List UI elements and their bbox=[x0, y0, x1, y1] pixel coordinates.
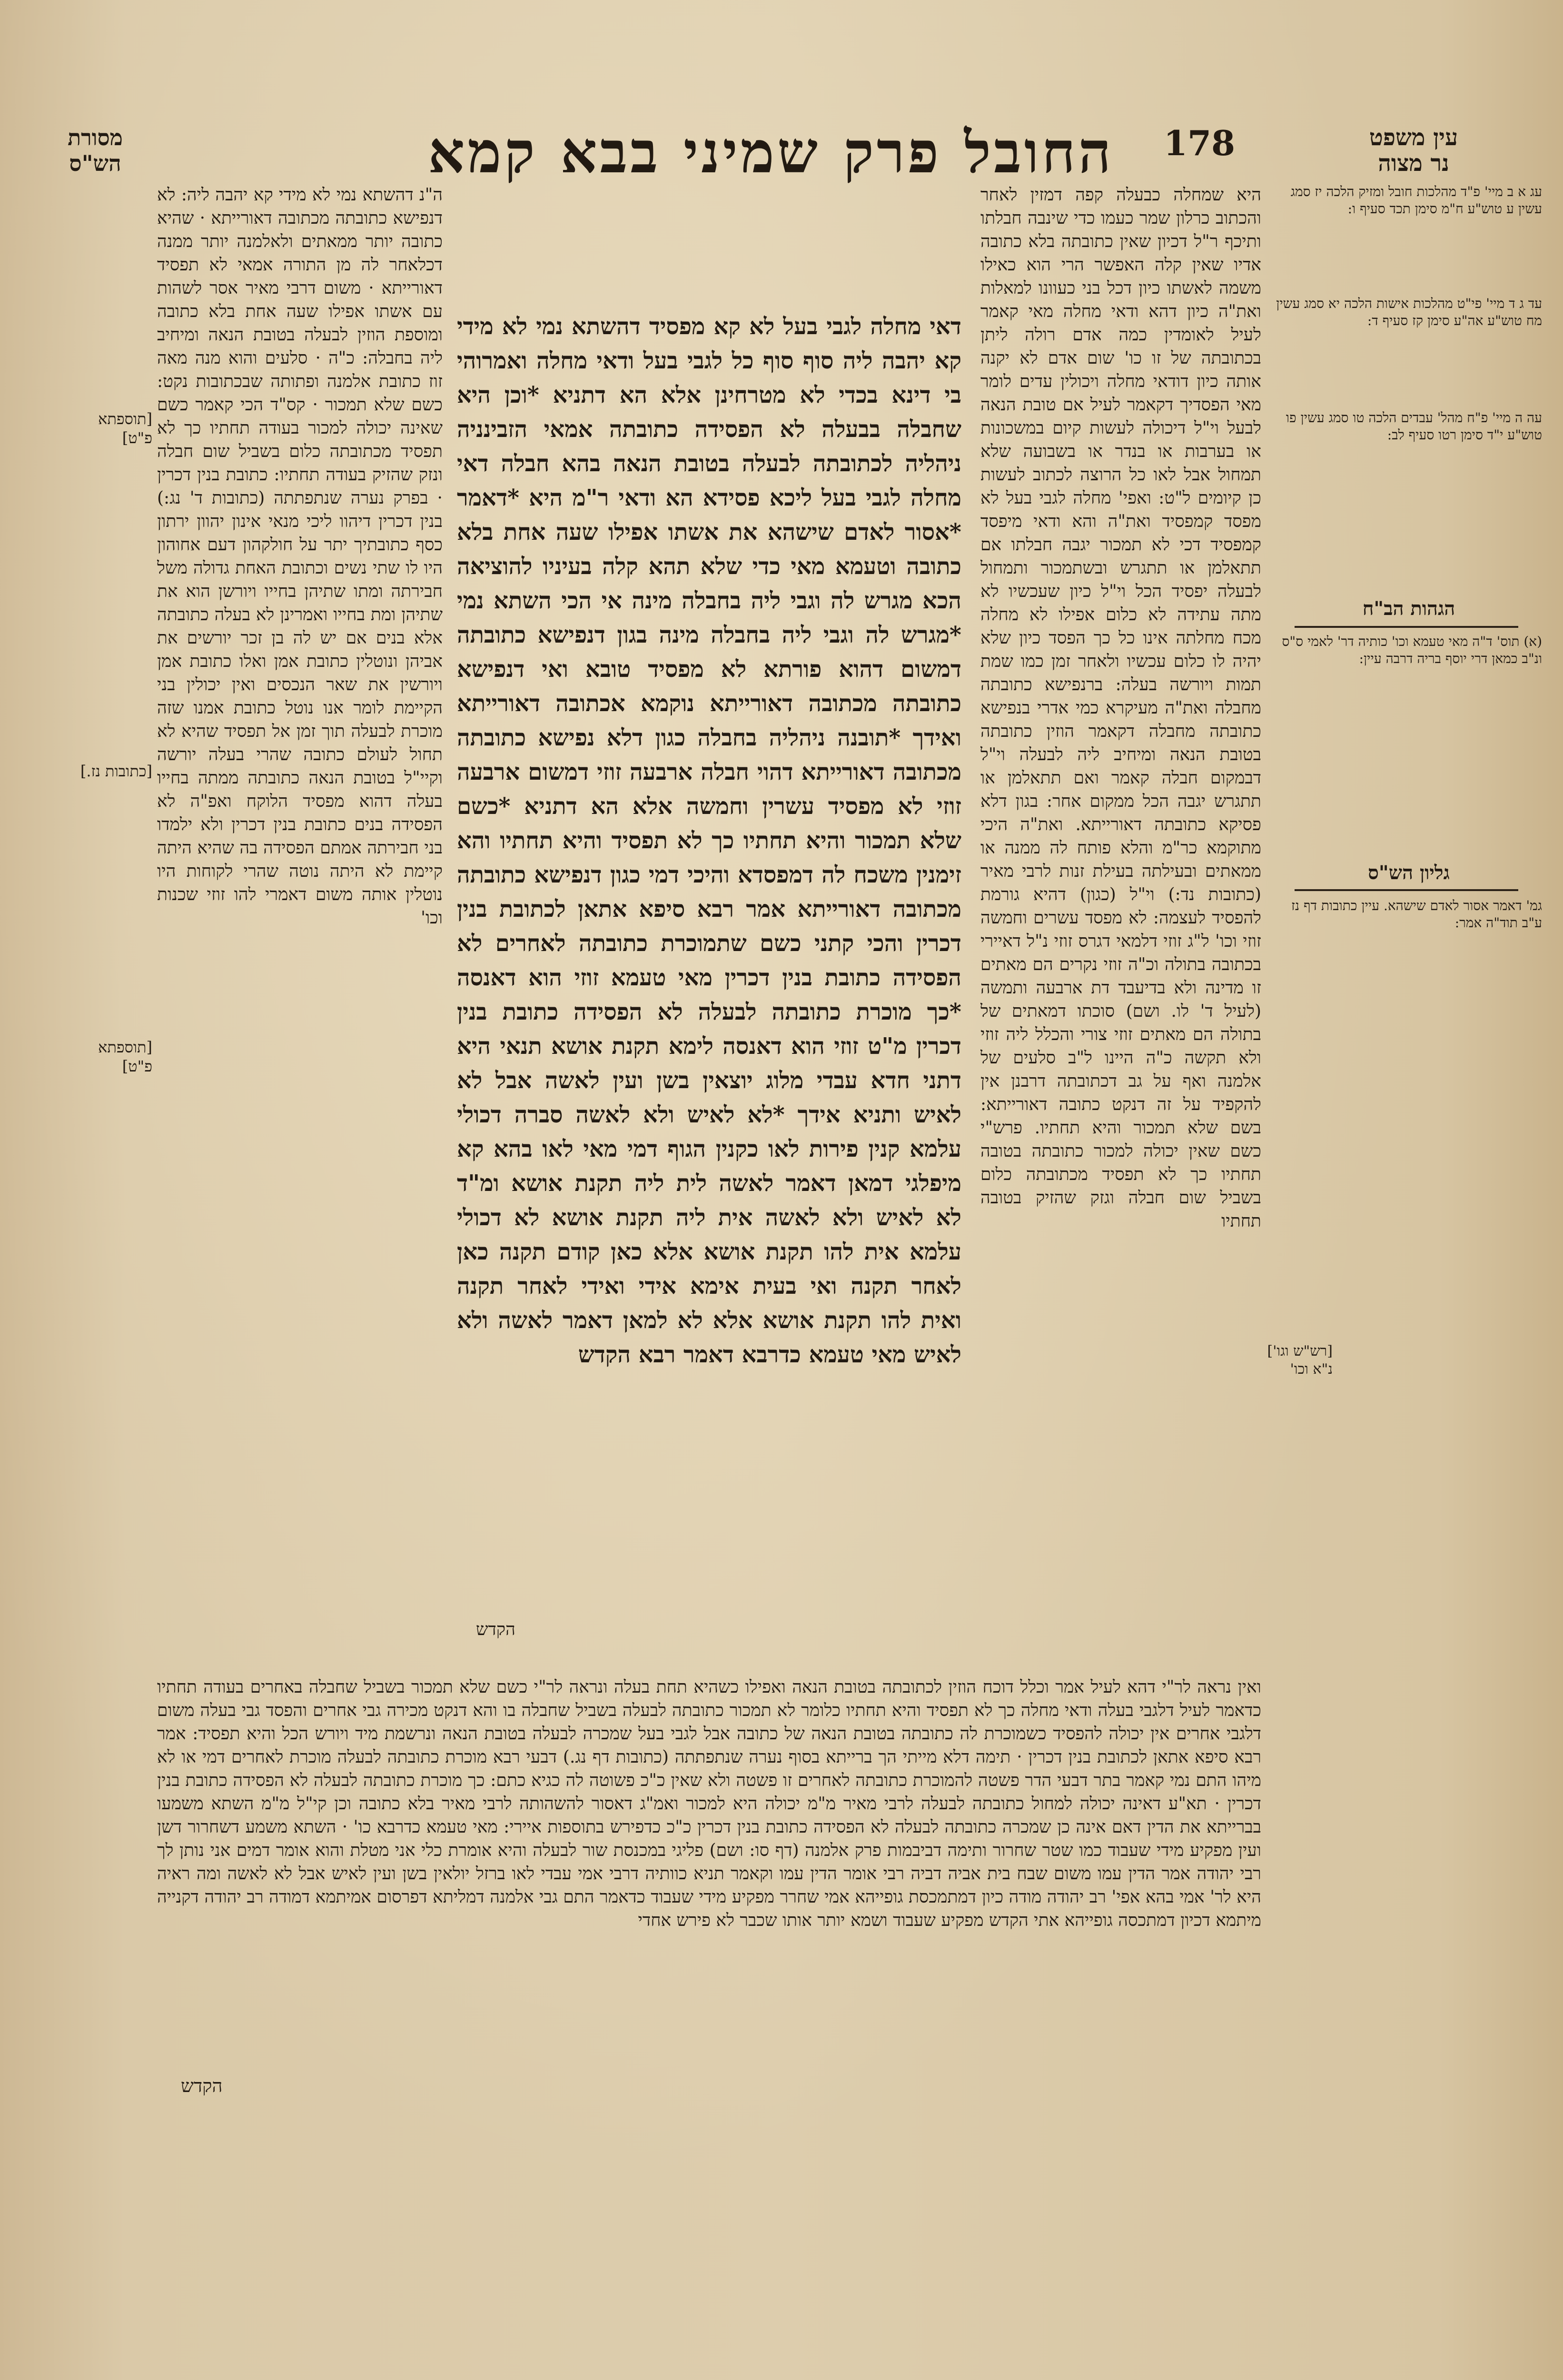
tosafot-column: ה"נ דהשתא נמי לא מידי קא יהבה ליה: לא דנפישא כתובתה מכתובה דאורייתא · שהיא כתובה יותר ממאתים ולאלמנה יותר ממנה דכלאחר לה מן התורה אמאי לא תפסיד דאורייתא · משום דרבי מאיר אסר לשהות עם אשתו אפילו שעה אחת בלא כתובה ומוספת הוזין לבעלה בטובת הנאה ומיחיב ליה בחבלה: כ"ה · סלעים והוא מנה מאה זוז כתובת אלמנה ופתותה שבכתובות נקט: כשם שלא תמכור · קס"ד הכי קאמר כשם שאינה יכולה למכור בעודה תחתיו כך לא תפסיד מכתובתה כלום בשביל שום חבלה ונזק שהזיק בעודה תחתיו: כתובת בנין דכרין · בפרק נערה שנתפתתה (כתובות ד' נג:) בנין דכרין דיהוו ליכי מנאי אינון יהוון ירתון כסף כתובתיך יתר על חולקהון דעם אחוהון היו לו שתי נשים וכתובת האחת גדולה משל חבירתה ומתו שתיהן בחייו ויורשן הוא את שתיהן ומת בחייו ואמרינן לא בעלה כתובתה אלא בנים אם יש לה בן זכר יורשים את אביהן ונוטלין כתובת אמן ואלו כתובת אמן ויורשין את שאר הנכסים ואין יכולין בני הקיימת לומר אנו נוטל כתובת אמנו שזה מוכרת לבעלה תוך זמן אל תפסיד שהיא לא תחול לעולם כתובה שהרי בעלה יורשה וקיי"ל בטובת הנאה כתובתה ממתה בחייו בעלה דהוא מפסיד הלוקח ואפ"ה לא הפסידה בנים כתובת בנין דכרין ולא ילמדו בני חבירתה אמתם הפסידה בה שהיא היתה קיימת לא היתה נוטה שהרי לקוחות היו נוטלין אותה משום דאמרי להו זוזי שכנות וכו' bbox=[157, 185, 443, 928]
ein-mishpat-entry: עה ה מיי' פ"ח מהל' עבדים הלכה טו סמג עשין פו טוש"ע י"ד סימן רטו סעיף לב: bbox=[1286, 410, 1542, 443]
gilyon-text: גמ' דאמר אסור לאדם שישהא. עיין כתובות דף נז ע"ב תוד"ה אמר: bbox=[1291, 898, 1542, 931]
margin-note: [תוספתא פ"ט] bbox=[98, 1038, 152, 1075]
gilyon-heading: גליון הש"ס bbox=[1368, 862, 1450, 884]
divider bbox=[1295, 626, 1518, 628]
masoret-heading: מסורת הש"ס bbox=[68, 125, 123, 176]
margin-note: [כתובות נז.] bbox=[80, 762, 152, 780]
margin-note: [תוספתא פ"ט] bbox=[98, 410, 152, 447]
bottom-catchword: הקדש bbox=[181, 2075, 223, 2096]
hagahot-heading: הגהות הב"ח bbox=[1362, 597, 1455, 620]
divider bbox=[1295, 889, 1518, 891]
ein-mishpat-entry: עד ג ד מיי' פי"ט מהלכות אישות הלכה יא סמג עשין מח טוש"ע אה"ע סימן קז סעיף ד: bbox=[1276, 296, 1542, 328]
ein-mishpat-entry: עג א ב מיי' פ"ד מהלכות חובל ומזיק הלכה יז סמג עשין ע טוש"ע ח"מ סימן תכד סעיף ו: bbox=[1290, 184, 1542, 217]
gemara-column: דאי מחלה לגבי בעל לא קא מפסיד דהשתא נמי לא מידי קא יהבה ליה סוף סוף כל לגבי בעל ודאי מחלה ואמרוהי בי דינא בכדי לא מטרחינן אלא הא דתניא *וכן היא שחבלה בבעלה לא הפסידה כתובתה אמאי הזבינניה ניהליה לכתובתה לבעלה בטובת הנאה בהא חבלה דאי מחלה לגבי בעל ליכא פסידא הא ודאי ר"מ היא *דאמר *אסור לאדם שישהא את אשתו אפילו שעה אחת בלא כתובה וטעמא מאי כדי שלא תהא קלה בעיניו להוציאה הכא מגרש לה וגבי ליה בחבלה מינה אי הכי השתא נמי *מגרש לה וגבי ליה בחבלה מינה בגון דנפישא כתובתה דמשום דהוא פורתא לא מפסיד טובא ואי דנפישא כתובתה מכתובה דאורייתא נוקמא אכתובה דאורייתא ואידך *תובנה ניהליה בחבלה כגון דלא נפישא כתובתה מכתובה דאורייתא דהוי חבלה ארבעה זוזי דמשום ארבעה זוזי לא מפסיד עשרין וחמשה אלא הא דתניא *כשם שלא תמכור והיא תחתיו כך לא תפסיד והיא תחתיו והא זימנין משכח לה דמפסדא והיכי דמי כגון דנפישא כתובתה מכתובה דאורייתא אמר רבא סיפא אתאן לכתובת בנין דכרין והכי קתני כשם שתמוכרת כתובתה לאחרים לא הפסידה כתובת בנין דכרין מאי טעמא זוזי הוא דאנסה *כך מוכרת כתובתה לבעלה לא הפסידה כתובת בנין דכרין מ"ט זוזי הוא דאנסה לימא תקנת אושא תנאי היא דתני חדא עבדי מלוג יוצאין בשן ועין לאשה אבל לא לאיש ותניא אידך *לא לאיש ולא לאשה סברה דכולי עלמא קנין פירות לאו כקנין הגוף דמי מאי לאו בהא קא מיפלגי דמאן דאמר לאשה לית ליה תקנת אושא ומ"ד לא לאיש ולא לאשה אית ליה תקנת אושא לא דכולי עלמא אית להו תקנת אושא אלא כאן קודם תקנה כאן לאחר תקנה ואי בעית אימא אידי ואידי לאחר תקנה ואית להו תקנת אושא אלא לא למאן דאמר לאשה ולא לאיש מאי טעמא כדרבא דאמר רבא הקדש bbox=[457, 313, 961, 1368]
bottom-commentary: ואין נראה לר"י דהא לעיל אמר וכלל דוכח הוזין לכתובתה בטובת הנאה ואפילו כשהיא תחת בעלה ונראה לר"י כשם שלא תמכור בשביל שחבלה באחרים בעודה תחתיו כדאמר לעיל דלגבי בעלה ודאי מחלה כך לא תפסיד והיא תחתיו כלומר לא תמכור כתובתה לבעלה בשביל שחבלה בו והא דנקט מכירה גבי אחרים והפסד גבי בעלה משום דלגבי אחרים אין יכולה להפסיד כשמוכרת לה כתובתה בטובת הנאה של כתובה אבל לגבי בעל שמכרה לבעלה בטובת הנאה ונרשמת מיד ויורש הכל והיא תפסיד: אמר רבא סיפא אתאן לכתובת בנין דכרין · תימה דלא מייתי הך ברייתא בסוף נערה שנתפתתה (כתובות דף נג.) דבעי רבא מוכרת כתובתה לבעלה מוכרת לאחרים דמי או לא מיהו התם נמי קאמר בתר דבעי הדר פשטה להמוכרת כתובתה לאחרים זו פשטה ולא שאין כ"כ פשוטה לה כגיא כתם: כך מוכרת כתובתה לבעלה לא הפסידה כתובת בנין דכרין · תא"ע דאינה יכולה למחול כתובתה לבעלה לרבי מאיר מ"מ יכולה היא למכור ואמ"ג דאסור להשהותה לרבי מאיר בלא כתובה וכן קי"ל מ"מ השתא משמעו בברייתא את הדין דאם אינה כן שמכרה כתובתה לבעלה לא הפסידה כתובת בנין דכרין כ"כ כדפירש בתוספות איירי: מאי טעמא כדרבא כו' · השתא משמע דשחרור דשן ועין מפקיע מידי שעבוד כמו שטר שחרור ותימה דביבמות פרק אלמנה (דף סו: ושם) פליגי במכנסת שור לבעלה והיא אומרת כלי אני מטלת והוא אומר דמים אני נותן לך רבי יהודה אמר הדין עמו משום שבח בית אביה דביה רבי אומר הדין עמו וקאמר תניא כוותיה דרבי אמי עבדי לאו ברזל יולאין בשן ועין לאיש אבל לא לאשה ומה ראיה היא לר' אמי בהא אפי' רב יהודה מודה כיון דמתמכסת גופייהא אמי שחרר מפקיע מידי שעבוד כדאמר התם גבי אלמנה דמליתא דפרסום אמיתמא דמודה רב יהודה דקנייה מיתמא דכיון דמתכסה גופייהא אתי הקדש מפקיע שעבוד ושמא יותר אותו שכבר לא פירש אחדי bbox=[157, 1677, 1261, 1930]
ein-mishpat-heading: עין משפט נר מצוה bbox=[1369, 124, 1458, 177]
folio-number: 178 bbox=[1163, 123, 1236, 163]
hagahot-text: (א) תוס' ד"ה מאי טעמא וכו' כותיה דר' לאמי ס"ס ונ"ב כמאן דרי יוסף בריה דרבה עיין: bbox=[1282, 634, 1542, 666]
margin-note: [רש"ש וגו'] נ"א וכו' bbox=[1267, 1343, 1333, 1378]
page-title: החובל פרק שמיני בבא קמא bbox=[428, 119, 1114, 186]
gemara-catchword: הקדש bbox=[476, 1620, 515, 1639]
rashi-column: היא שמחלה כבעלה קפה דמזין לאחר והכתוב כרלון שמר כעמו כדי שינבה חבלתו ותיכף ר"ל דכיון שאין כתובתה בלא כתובה אדיו שאין קלה האפשר הרי הוא כאילו משמה לאשתו כיון דכל בני כעוונו למאלות ואת"ה כיון דהא ודאי מחלה מאי קאמר לעיל לאומדין כמה אדם רולה ליתן בכתובתה של זו כו' שום אדם לא יקנה אותה כיון דודאי מחלה ויכולין עדים לומר מאי הפסדיך דקאמר לעיל אם טובת הנאה לבעל וי"ל דיכולה לעשות קיום במשכונות או בערבות או בנדר או בשבועה שלא תמחול אבל לאו כל הרוצה לכתוב לעשות כן קיומים ל"ט: ואפי' מחלה לגבי בעל לא מפסד קמפסיד ואת"ה והא ודאי מיפסד קמפסיד דכי לא תמכור יגבה חבלתו אם תתאלמן או תתגרש ובשתמכור ותמחול לבעלה יפסיד הכל וי"ל כיון שעכשיו לא מתה עתידה לא כלום אפילו לא מחלה מכח מחלתה אינו כל כך הפסד כיון שלא יהיה לו כלום עכשיו ולאחר זמן כמו שמת תמות ויורשה בעלה: ברנפישא כתובתה מחבלה ואת"ה מעיקרא כמי אדרי בנפישא כתובתה מחבלה דקאמר הוזין כתובתה בטובת הנאה ומיחיב ליה לבעלה וי"ל דבמקום חבלה קאמר ואם תתאלמן או תתגרש יגבה הכל ממקום אחר: בגון דלא פסיקא כתובתה דאורייתא. ואת"ה היכי מתוקמא כר"מ והלא פותח לה ממנה או ממאתים ובעילתה בעילת זנות לרבי מאיר (כתובות נד:) וי"ל (כגון) דהיא גורמת להפסיד לעצמה: לא מפסד עשרים וחמשה זוזי וכו' ל"ג זוזי דלמאי דגרס זוזי נ"ל דאיירי בכתובה בתולה וכ"ה זוזי נקרים הם מאתים זו מדינה ולא בדיעבד דת ארבעה ותמשה (לעיל ד' לו. ושם) סוכתו דמאתים של בתולה הם מאתים זוזי צורי והכלל ליה זוזי ולא תקשה כ"ה היינו ל"ב סלעים של אלמנה ואף על גב דכתובתה דרבנן אין להקפיד על זה דנקט כתובה דאורייתא: בשם שלא תמכור והיא תחתיו. פרש"י כשם שאין יכולה למכור כתובתה בטובה תחתיו כך לא תפסיד מכתובתה כלום בשביל שום חבלה וגזק שהזיק בטובה תחתיו bbox=[980, 185, 1261, 1231]
